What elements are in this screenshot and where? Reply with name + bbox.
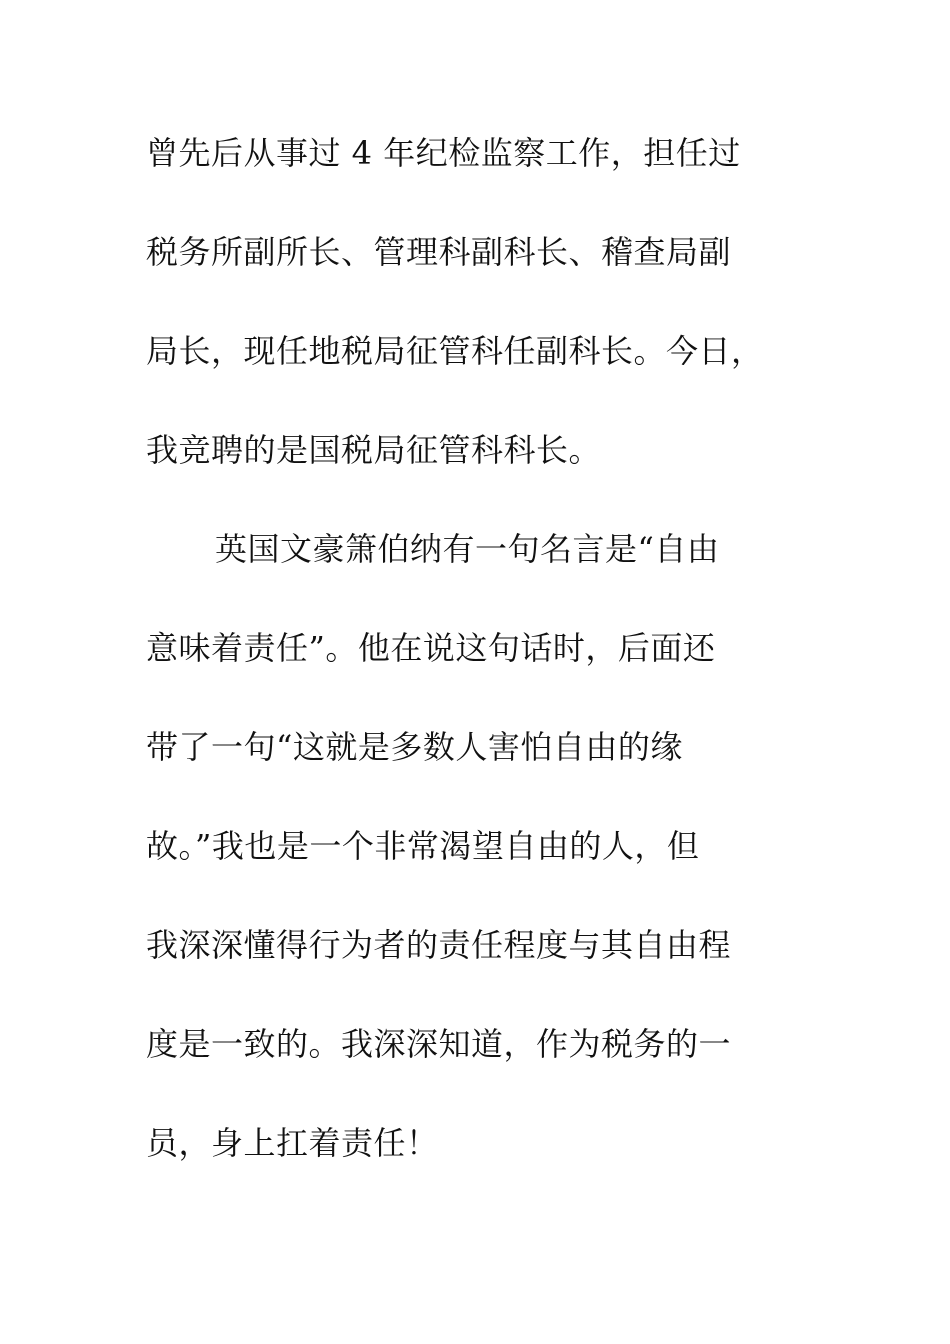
text-line: 员，身上扛着责任！ bbox=[146, 1124, 439, 1162]
text-line: 故。”我也是一个非常渴望自由的人，但 bbox=[146, 827, 700, 865]
text-line: 局长，现任地税局征管科任副科长。今日， bbox=[146, 332, 764, 370]
text-line: 我深深懂得行为者的责任程度与其自由程 bbox=[146, 926, 732, 964]
text-line: 我竞聘的是国税局征管科科长。 bbox=[146, 431, 602, 469]
text-line: 税务所副所长、管理科副科长、稽查局副 bbox=[146, 233, 732, 271]
text-line: 带了一句“这就是多数人害怕自由的缘 bbox=[146, 728, 683, 766]
text-line: 度是一致的。我深深知道，作为税务的一 bbox=[146, 1025, 732, 1063]
text-line: 曾先后从事过 4 年纪检监察工作，担任过 bbox=[146, 134, 741, 172]
text-line: 意味着责任”。他在说这句话时，后面还 bbox=[146, 629, 716, 667]
paragraph-first-line: 英国文豪箫伯纳有一句名言是“自由 bbox=[215, 530, 720, 568]
